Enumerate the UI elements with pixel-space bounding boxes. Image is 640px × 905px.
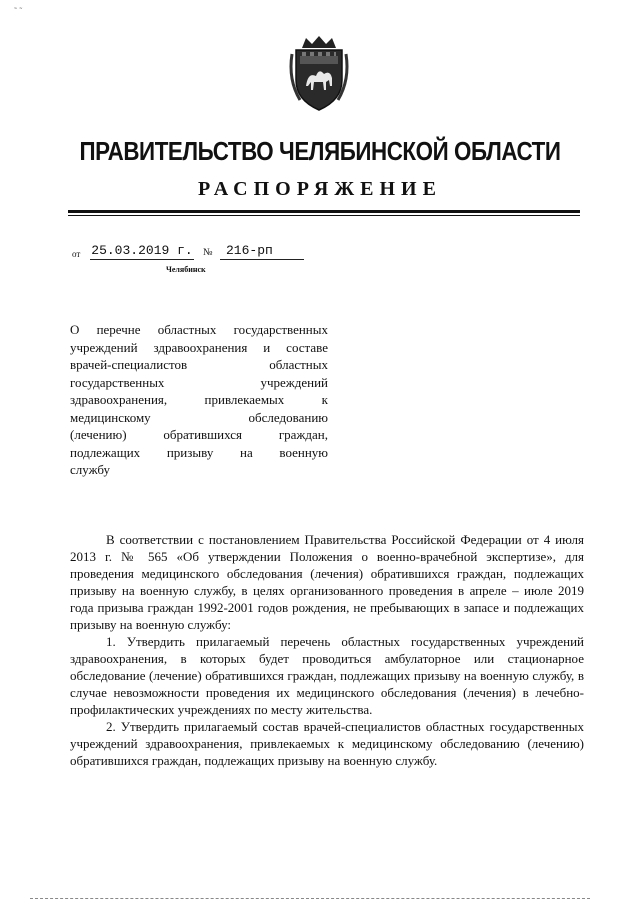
order-number: 216-рп (220, 243, 304, 260)
document-body (70, 531, 584, 769)
document-subject (70, 321, 328, 479)
subject-line: здравоохранения, привлекаемых к (70, 392, 328, 407)
header-rule-thick (68, 210, 580, 213)
body-paragraph-preamble: В соответствии с постановлением Правительства Российской Федерации от 4 июля 2013 г. № 565 «Об утверждении Положения о военно-врачебной экспертизе», для проведения медицинского обследования (лечения) обратившихся граждан, подлежащих призыву на военную службу, в целях организованного проведения в апреле – июле 2019 года призыва граждан 1992-2001 годов рождения, не пребывающих в запасе и подлежащих призыву на военную службу: (70, 532, 584, 632)
coat-of-arms-icon (286, 34, 352, 114)
government-title: ПРАВИТЕЛЬСТВО ЧЕЛЯБИНСКОЙ ОБЛАСТИ (79, 136, 561, 166)
number-sign: № (203, 247, 213, 258)
body-paragraph-item-2: 2. Утвердить прилагаемый состав врачей-специалистов областных государственных учреждений здравоохранения, привлекаемых к медицинскому обследованию (лечению) обратившихся граждан, подлежащих призыву на военную службу. (70, 719, 584, 768)
subject-line: медицинскому обследованию (70, 409, 328, 425)
subject-line: врачей-специалистов областных (70, 357, 328, 372)
subject-line: О перечне областных государственных (70, 322, 328, 337)
subject-line: службу (70, 462, 111, 477)
subject-line: государственных учреждений (70, 374, 328, 390)
order-meta (72, 243, 312, 261)
subject-line: подлежащих призыву на военную (70, 444, 328, 460)
order-date: 25.03.2019 г. (91, 243, 193, 258)
subject-line: (лечению) обратившихся граждан, (70, 427, 328, 442)
subject-line: учреждений здравоохранения и составе (70, 339, 328, 355)
header-rule-thin (68, 215, 580, 216)
document-type: РАСПОРЯЖЕНИЕ (198, 178, 442, 200)
scan-artifact: ˜ ˜ (14, 6, 23, 16)
date-prefix: от (72, 249, 81, 259)
footer-scan-line (30, 898, 590, 900)
body-paragraph-item-1: 1. Утвердить прилагаемый перечень областных государственных учреждений здравоохранения, в которых будет проводиться амбулаторное или стационарное обследование (лечение) обратившихся граждан, подлежащих призыву на военную службу, в случае невозможности проведения их медицинского обследования (лечения) в лечебно-профилактических учреждениях по месту жительства. (70, 634, 584, 717)
city-name: Челябинск (166, 265, 206, 274)
